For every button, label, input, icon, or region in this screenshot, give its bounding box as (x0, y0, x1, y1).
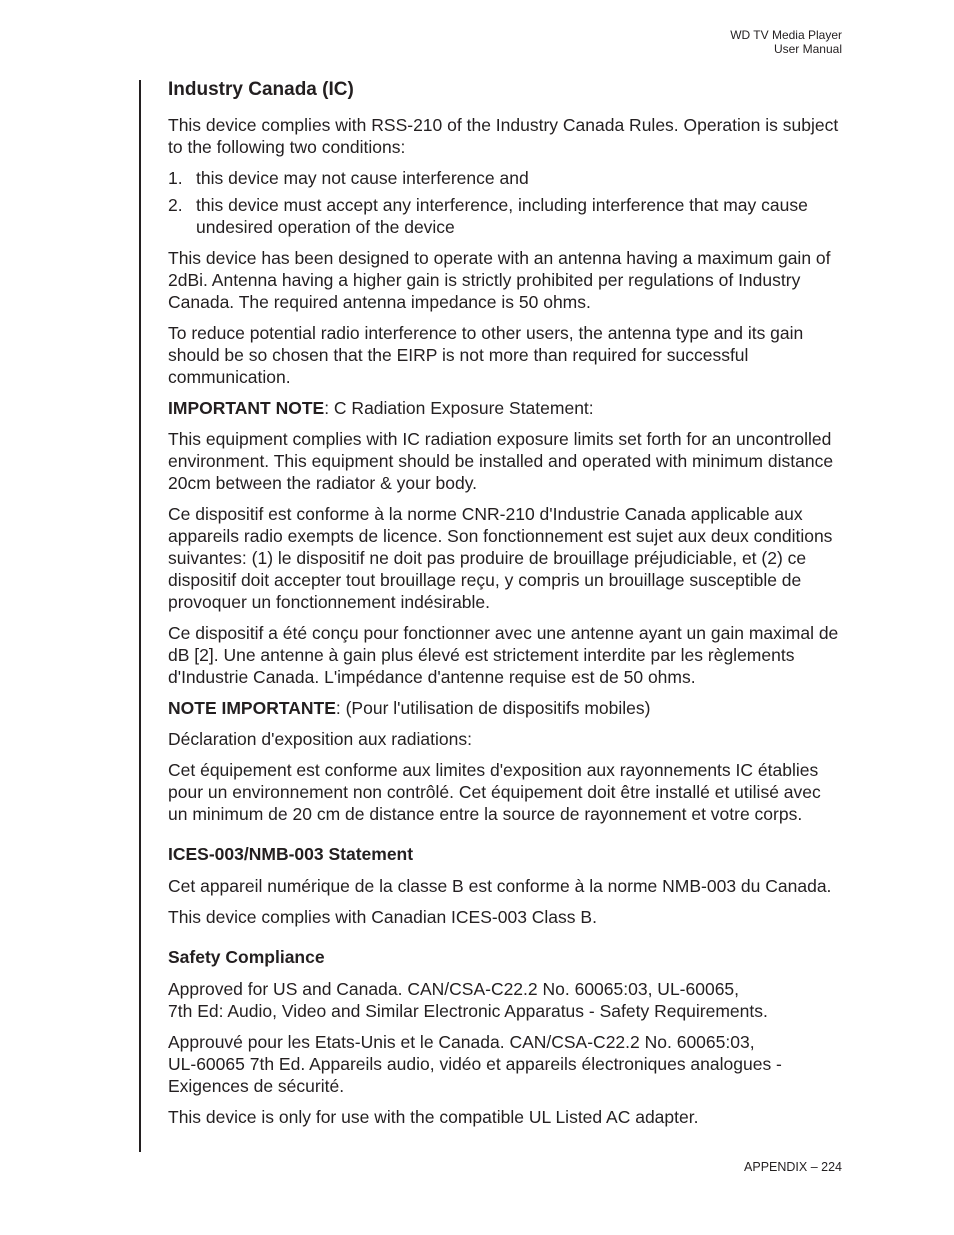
section-title-safety: Safety Compliance (168, 947, 325, 967)
list-item (168, 167, 843, 189)
section-title-ices: ICES-003/NMB-003 Statement (168, 844, 414, 864)
footer-separator: – (807, 1160, 822, 1174)
footer-section-name: APPENDIX (744, 1160, 808, 1174)
safety-approval-line-1: Approved for US and Canada. CAN/CSA-C22.2 No. 60065:03, UL-60065, (168, 979, 740, 999)
important-note-text: : C Radiation Exposure Statement: (324, 398, 594, 418)
antenna-paragraph: This device has been designed to operate with an antenna having a maximum gain of 2dBi. Antenna having a higher gain is strictly prohibited per regulations of Industry Canada. The required antenna impedance is 50 ohms. (168, 248, 831, 312)
note-importante-paragraph (168, 697, 843, 719)
french-exposure-paragraph: Cet équipement est conforme aux limites d'exposition aux rayonnements IC établies pour un environnement non contrôlé. Cet équipement doit être installé et utilisé avec un minimum de 20 cm de distance entre la source de rayonnement et votre corps. (168, 760, 821, 824)
list-item-text: this device may not cause interference and (196, 168, 529, 188)
header-document-type: User Manual (773, 42, 842, 56)
conditions-list (168, 167, 843, 238)
important-note-label: IMPORTANT NOTE (168, 398, 325, 418)
section-title-industry-canada: Industry Canada (IC) (168, 79, 354, 100)
exposure-paragraph: This equipment complies with IC radiation exposure limits set forth for an uncontrolled environment. This equipment should be installed and operated with minimum distance 20cm between the radiator & your body. (168, 429, 834, 493)
list-item-number: 1. (168, 168, 183, 188)
list-item-number: 2. (168, 195, 183, 215)
safety-french-paragraph (168, 1031, 843, 1097)
declaration-paragraph: Déclaration d'exposition aux radiations: (168, 729, 472, 749)
french-cnr-paragraph: Ce dispositif est conforme à la norme CNR-210 d'Industrie Canada applicable aux appareils radio exempts de licence. Son fonctionnement est sujet aux deux conditions suivantes: (1) le dispositif ne doit pas produire de brouillage préjudiciable, et (2) ce dispositif doit accepter tout brouillage reçu, y compris un brouillage susceptible de provoquer un fonctionnement indésirable. (168, 504, 833, 612)
adapter-paragraph: This device is only for use with the compatible UL Listed AC adapter. (168, 1107, 699, 1127)
list-item-text: this device must accept any interference, including interference that may cause undesired operation of the device (196, 195, 808, 237)
page-content (168, 78, 843, 1137)
safety-french-line-1: Approuvé pour les Etats-Unis et le Canada. CAN/CSA-C22.2 No. 60065:03, (168, 1032, 755, 1052)
note-importante-text: : (Pour l'utilisation de dispositifs mobiles) (335, 698, 651, 718)
important-note-paragraph (168, 397, 843, 419)
page-footer (744, 1159, 842, 1175)
running-header (730, 28, 842, 56)
interference-paragraph: To reduce potential radio interference to other users, the antenna type and its gain should be so chosen that the EIRP is not more than required for successful communication. (168, 323, 804, 387)
list-item (168, 194, 843, 238)
safety-french-line-2: UL-60065 7th Ed. Appareils audio, vidéo et appareils électroniques analogues - (168, 1054, 782, 1074)
safety-approval-paragraph (168, 978, 843, 1022)
page-number: 224 (821, 1160, 842, 1174)
safety-approval-line-2: 7th Ed: Audio, Video and Similar Electronic Apparatus - Safety Requirements. (168, 1001, 768, 1021)
ices-french-paragraph: Cet appareil numérique de la classe B est conforme à la norme NMB-003 du Canada. (168, 876, 832, 896)
safety-french-line-3: Exigences de sécurité. (168, 1076, 345, 1096)
header-product-title: WD TV Media Player (730, 28, 842, 42)
note-importante-label: NOTE IMPORTANTE (168, 698, 336, 718)
ic-intro-paragraph: This device complies with RSS-210 of the Industry Canada Rules. Operation is subject to the following two conditions: (168, 115, 839, 157)
ices-english-paragraph: This device complies with Canadian ICES-003 Class B. (168, 907, 597, 927)
margin-rule (139, 80, 141, 1152)
french-antenna-paragraph: Ce dispositif a été conçu pour fonctionner avec une antenne ayant un gain maximal de dB [2]. Une antenne à gain plus élevé est strictement interdite par les règlements d'Industrie Canada. L'impédance d'antenne requise est de 50 ohms. (168, 623, 839, 687)
